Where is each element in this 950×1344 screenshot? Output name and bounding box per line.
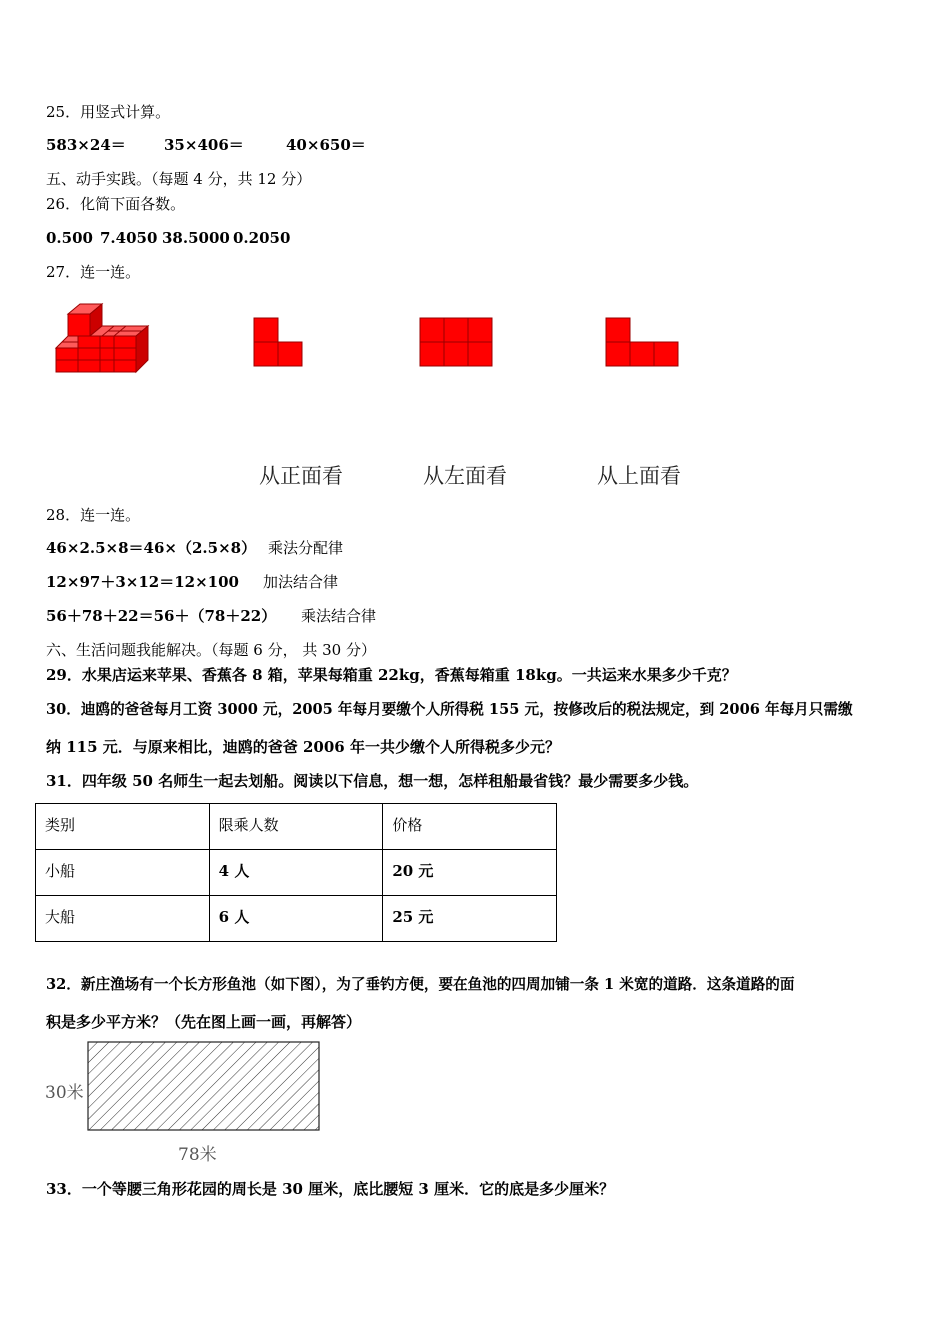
caption-front-view: 从正面看 [259, 464, 343, 488]
section-6-title: 六、生活问题我能解决。（每题 6 分， 共 30 分） [46, 641, 376, 659]
q27-title: 27．连一连。 [46, 263, 141, 281]
caption-top-view: 从上面看 [597, 464, 681, 488]
table-cell: 4 人 [209, 850, 383, 896]
q28-law-3: 乘法结合律 [301, 607, 377, 625]
q26-item-3: 38.5000 [162, 229, 230, 247]
table-header-cell: 限乘人数 [209, 804, 383, 850]
table-cell: 20 元 [383, 850, 557, 896]
q25-item-2: 35×406＝ [164, 136, 244, 154]
q28-equation-2: 12×97＋3×12＝12×100 [46, 573, 239, 591]
q28-equation-3: 56＋78＋22＝56＋（78＋22） [46, 607, 277, 625]
q30-line-2: 纳 115 元．与原来相比，迪鸥的爸爸 2006 年一共少缴个人所得税多少元？ [46, 738, 560, 756]
q26-item-1: 0.500 [46, 229, 93, 247]
fish-pond-rectangle [87, 1041, 323, 1133]
q28-law-2: 加法结合律 [263, 573, 339, 591]
table-cell: 大船 [36, 896, 210, 942]
q32-line-1: 32．新庄渔场有一个长方形鱼池（如下图），为了垂钓方便，要在鱼池的四周加铺一条 1 米宽的道路．这条道路的面 [46, 976, 795, 993]
pond-width-label: 30米 [45, 1083, 84, 1103]
q30-line-1: 30．迪鸥的爸爸每月工资 3000 元，2005 年每月要缴个人所得税 155 元，按修改后的税法规定，到 2006 年每月只需缴 [46, 701, 853, 718]
boat-rental-table [35, 803, 557, 942]
q29-text: 29．水果店运来苹果、香蕉各 8 箱，苹果每箱重 22kg，香蕉每箱重 18kg。一共运来水果多少千克？ [46, 666, 737, 684]
table-cell: 25 元 [383, 896, 557, 942]
q25-item-1: 583×24＝ [46, 136, 126, 154]
q26-title: 26．化简下面各数。 [46, 195, 186, 213]
caption-left-view: 从左面看 [423, 464, 507, 488]
q28-law-1: 乘法分配律 [268, 539, 344, 557]
q25-title: 25．用竖式计算。 [46, 103, 171, 121]
table-cell: 小船 [36, 850, 210, 896]
q28-equation-1: 46×2.5×8＝46×（2.5×8） [46, 539, 257, 557]
table-header-cell: 类别 [36, 804, 210, 850]
q26-item-2: 7.4050 [100, 229, 158, 247]
table-row [36, 850, 557, 896]
table-row [36, 896, 557, 942]
q33-text: 33．一个等腰三角形花园的周长是 30 厘米，底比腰短 3 厘米．它的底是多少厘米？ [46, 1180, 615, 1198]
q25-item-3: 40×650＝ [286, 136, 366, 154]
table-header-cell: 价格 [383, 804, 557, 850]
cube-solid-figure [50, 300, 160, 380]
view-l-shape [253, 317, 305, 369]
table-cell: 6 人 [209, 896, 383, 942]
pond-length-label: 78米 [178, 1145, 217, 1165]
q32-line-2: 积是多少平方米？（先在图上画一画，再解答） [46, 1013, 362, 1031]
q31-text: 31．四年级 50 名师生一起去划船。阅读以下信息，想一想，怎样租船最省钱？最少需要多少钱。 [46, 772, 699, 790]
section-5-title: 五、动手实践。（每题 4 分，共 12 分） [46, 170, 312, 188]
q26-item-4: 0.2050 [233, 229, 291, 247]
view-long-l-shape [605, 317, 681, 369]
q28-title: 28．连一连。 [46, 506, 141, 524]
view-rectangle-shape [419, 317, 495, 369]
table-header-row [36, 804, 557, 850]
